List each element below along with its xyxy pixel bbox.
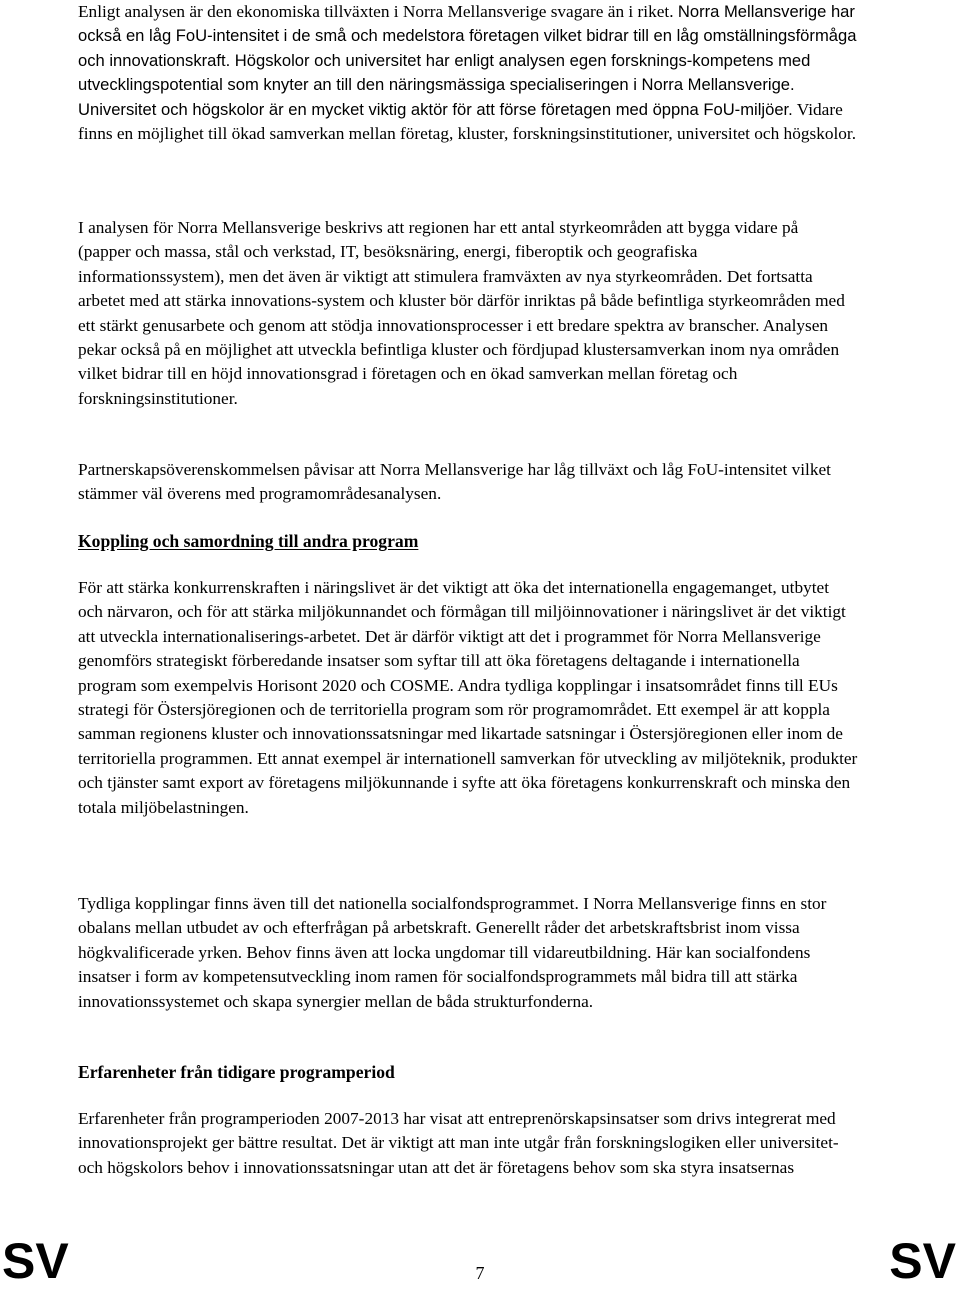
heading-coordination-other-programs: Koppling och samordning till andra program <box>78 531 419 551</box>
paragraph-growth-analysis <box>78 0 858 146</box>
page-number: 7 <box>475 1263 485 1283</box>
paragraph-strength-areas: I analysen för Norra Mellansverige beskrivs att regionen har ett antal styrkeområden att bygga vidare på (papper och massa, stål och verkstad, IT, besöksnäring, energi, fiberoptik och geografiska informationssystem), men det även är viktigt att stimulera framväxten av nya styrkeområden. Det fortsatta arbetet med att stärka innovations-system och kluster bör därför inriktas på både befintliga styrkeområden med ett stärkt genusarbete och genom att stödja innovationsprocesser i ett bredare spektra av branscher. Analysen pekar också på en möjlighet att utveckla befintliga kluster och fördjupad klustersamverkan inom nya områden vilket bidrar till en höjd innovationsgrad i företagen och en ökad samverkan mellan företag och forskningsinstitutioner. <box>78 218 845 408</box>
paragraph-partnership-agreement: Partnerskapsöverenskommelsen påvisar att Norra Mellansverige har låg tillväxt och låg FoU-intensitet vilket stämmer väl överens med programområdesanalysen. <box>78 460 831 504</box>
paragraph-growth-analysis-tail: Vidare finns en möjlighet till ökad samverkan mellan företag, kluster, forskningsinstitutioner, universitet och högskolor. <box>78 99 857 144</box>
paragraph-growth-analysis-serif: Enligt analysen är den ekonomiska tillväxten i Norra Mellansverige svagare än i riket. <box>78 2 674 21</box>
heading-previous-period-experience: Erfarenheter från tidigare programperiod <box>78 1062 395 1082</box>
paragraph-previous-period: Erfarenheter från programperioden 2007-2013 har visat att entreprenörskapsinsatser som drivs integrerat med innovationsprojekt ger bättre resultat. Det är viktigt att man inte utgår från forskningslogiken eller universitet- och högskolors behov i innovationssatsningar utan att det är företagens behov som ska styra insatsernas <box>78 1109 839 1177</box>
paragraph-growth-analysis-sans: Norra Mellansverige har också en låg FoU-intensitet i de små och medelstora företagen vilket bidrar till en låg omställningsförmåga och innovationskraft. Högskolor och universitet har enligt analysen egen forsknings-kompetens med utvecklingspotential som knyter an till den näringsmässiga specialiseringen i Norra Mellansverige. Universitet och högskolor är en mycket viktig aktör för att förse företagen med öppna FoU-miljöer. <box>78 2 857 119</box>
paragraph-internationalisation: För att stärka konkurrenskraften i näringslivet är det viktigt att öka det internationella engagemanget, utbytet och närvaron, och för att stärka miljökunnandet och förmågan till miljöinnovationer i näringslivet är det viktigt att utveckla internationaliserings-arbetet. Det är därför viktigt att det i programmet för Norra Mellansverige genomförs strategiskt förberedande insatser som syftar till att öka företagens deltagande i internationella program som exempelvis Horisont 2020 och COSME. Andra tydliga kopplingar i insatsområdet finns till EUs strategi för Östersjöregionen och de territoriella program som rör programområdet. Ett exempel är att koppla samman regionens kluster och innovationssatsningar med likartade satsningar i Östersjöregionen eller inom de territoriella programmen. Ett annat exempel är internationell samverkan för utveckling av miljöteknik, produkter och tjänster samt export av företagens miljökunnande i syfte att öka företagens konkurrenskraft och minska den totala miljöbelastningen. <box>78 578 858 817</box>
footer-language-mark-right: SV <box>889 1233 956 1289</box>
footer-language-mark-left: SV <box>2 1233 69 1289</box>
paragraph-social-fund: Tydliga kopplingar finns även till det nationella socialfondsprogrammet. I Norra Mellansverige finns en stor obalans mellan utbudet av och efterfrågan på arbetskraft. Generellt råder det arbetskraftsbrist inom vissa högkvalificerade yrken. Behov finns även att locka ungdomar till vidareutbildning. Här kan socialfondens insatser i form av kompetensutveckling inom ramen för socialfondsprogrammets mål bidra till att stärka innovationssystemet och skapa synergier mellan de båda strukturfonderna. <box>78 894 827 1011</box>
